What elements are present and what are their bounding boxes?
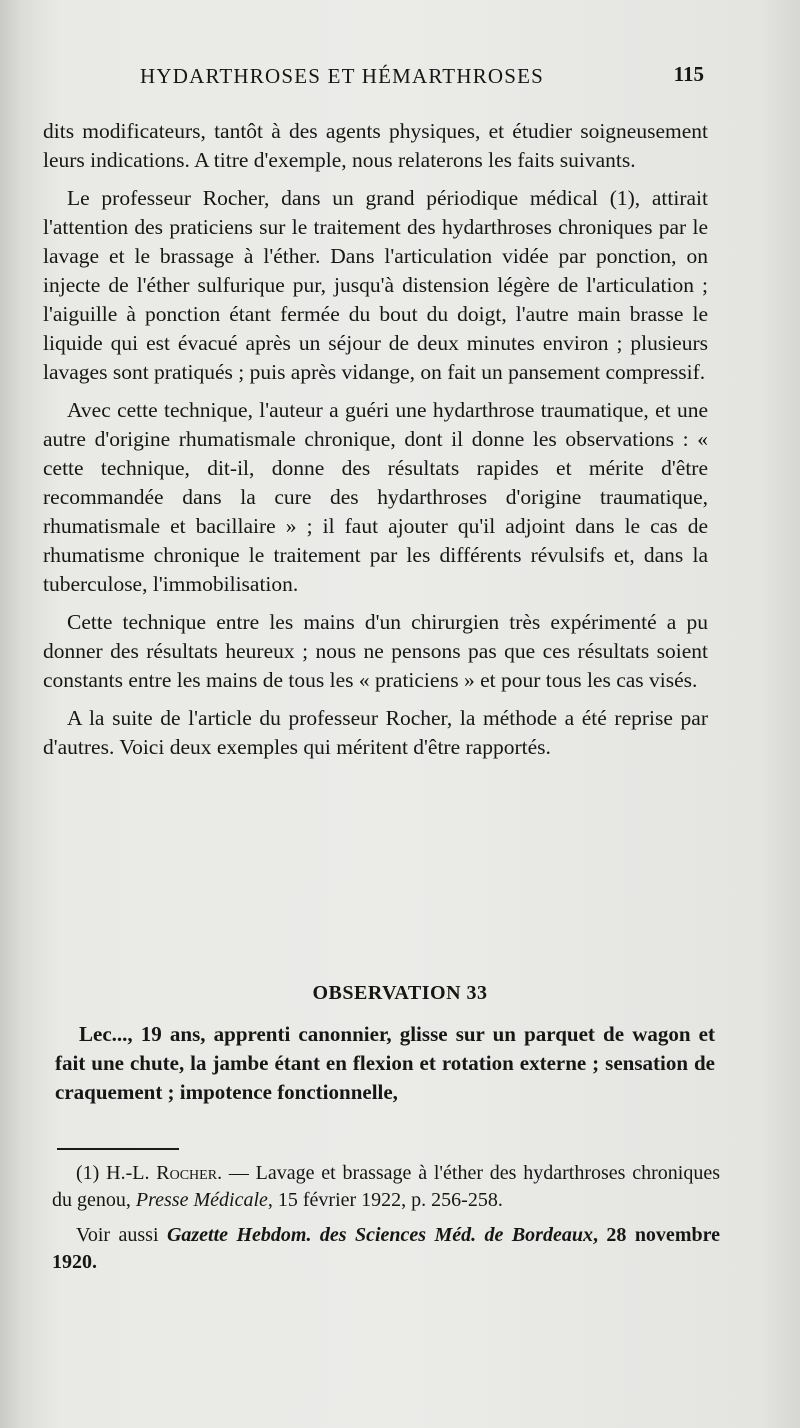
paragraph-4: Cette technique entre les mains d'un chirurgien très expérimenté a pu donner des résultats heureux ; nous ne pensons pas que ces résultats soient constants entre les mains de tous les « praticiens » et pour tous les cas visés.: [43, 610, 708, 692]
footnote-2: [52, 1222, 720, 1276]
paragraph-3: Avec cette technique, l'auteur a guéri une hydarthrose traumatique, et une autre d'origine rhumatismale chronique, dont il donne les observations : « cette technique, dit-il, donne des résultats rapides et mérite d'être recommandée dans la cure des hydarthroses d'origine traumatique, rhumatismale et bacillaire » ; il faut ajouter qu'il adjoint dans le cas de rhumatisme chronique le traitement par les différents révulsifs et, dans la tuberculose, l'immobilisation.: [43, 398, 708, 596]
page-number: 115: [673, 62, 704, 86]
running-title: HYDARTHROSES ET HÉMARTHROSES: [140, 64, 545, 88]
observation-text: [55, 1020, 715, 1107]
page-header: [140, 62, 710, 92]
footnote-1-marker: (1) H.-L.: [76, 1162, 150, 1184]
body-text: [43, 117, 708, 771]
paragraph-2: Le professeur Rocher, dans un grand périodique médical (1), attirait l'attention des praticiens sur le traitement des hydarthroses chroniques par le lavage et le brassage à l'éther. Dans l'articulation vidée par ponction, on injecte de l'éther sulfurique pur, jusqu'à distension légère de l'articulation ; l'aiguille à ponction étant fermée du bout du doigt, l'autre main brasse le liquide qui est évacué après un séjour de deux minutes environ ; plusieurs lavages sont pratiqués ; puis après vidange, on fait un pansement compressif.: [43, 186, 708, 384]
footnote-rule: [57, 1148, 179, 1150]
footnote-1-journal: Presse Médicale: [135, 1189, 268, 1211]
observation-title: OBSERVATION 33: [312, 982, 488, 1004]
footnote-1-author: Rocher: [156, 1162, 218, 1184]
footnote-2-prefix: Voir aussi: [76, 1224, 159, 1246]
footnote-2-date: , 28 novembre 1920.: [52, 1224, 720, 1273]
footnote-1: [52, 1160, 720, 1214]
footnote-1-ref: , 15 février 1922, p. 256-258.: [267, 1189, 503, 1211]
paragraph-5: A la suite de l'article du professeur Rocher, la méthode a été reprise par d'autres. Voici deux exemples qui méritent d'être rapportés.: [43, 706, 708, 759]
paragraph-1: dits modificateurs, tantôt à des agents physiques, et étudier soigneusement leurs indications. A titre d'exemple, nous relaterons les faits suivants.: [43, 119, 708, 172]
observation-paragraph: Lec..., 19 ans, apprenti canonnier, glisse sur un parquet de wagon et fait une chute, la jambe étant en flexion et rotation externe ; sensation de craquement ; impotence fonctionnelle,: [55, 1022, 715, 1104]
footnotes: [52, 1160, 720, 1284]
footnote-1-text: . — Lavage et brassage à l'éther des hydarthroses chroniques du genou,: [52, 1162, 721, 1211]
footnote-2-journal: Gazette Hebdom. des Sciences Méd. de Bordeaux: [166, 1224, 593, 1246]
